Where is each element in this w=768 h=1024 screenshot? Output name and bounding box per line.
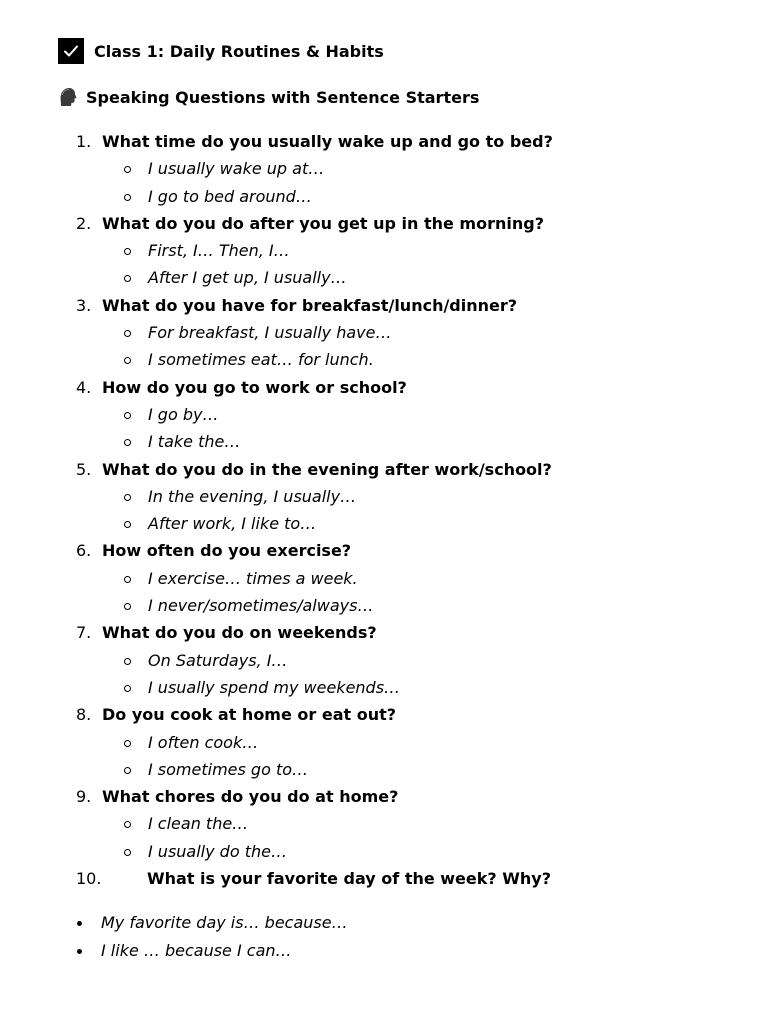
sentence-starter — [0, 647, 768, 674]
sentence-starter — [0, 565, 768, 592]
sentence-starter — [0, 756, 768, 783]
question-number: 1. — [76, 132, 92, 151]
circle-bullet-icon — [124, 658, 131, 665]
circle-bullet-icon — [124, 821, 131, 828]
sentence-starter-text: After I get up, I usually… — [148, 268, 347, 288]
question-text: Do you cook at home or eat out? — [102, 705, 397, 725]
sentence-starter — [0, 346, 768, 373]
sentence-starter — [0, 428, 768, 455]
sentence-starter — [0, 810, 768, 837]
sentence-starter-text: On Saturdays, I… — [148, 650, 288, 670]
question-text: What do you do on weekends? — [102, 623, 377, 643]
circle-bullet-icon — [124, 248, 131, 255]
sentence-starter — [0, 838, 768, 865]
question-number: 9. — [76, 787, 92, 807]
sentence-starter-text: I sometimes eat… for lunch. — [148, 350, 374, 370]
sentence-starter — [0, 319, 768, 346]
question-item — [0, 701, 768, 728]
sentence-starter-text: I go by… — [148, 404, 219, 424]
sentence-starter — [0, 510, 768, 537]
question-number: 8. — [76, 705, 92, 725]
circle-bullet-icon — [124, 521, 131, 528]
circle-bullet-icon — [124, 357, 131, 364]
sentence-starter-text: In the evening, I usually… — [148, 486, 357, 506]
final-starter-text: My favorite day is… because… — [101, 913, 348, 932]
sentence-starter-text: I exercise… times a week. — [148, 568, 358, 588]
sentence-starter-text: I usually wake up at… — [148, 159, 325, 179]
checkmark-icon — [58, 38, 84, 64]
question-text: How often do you exercise? — [102, 541, 352, 561]
question-number: 3. — [76, 295, 92, 315]
sentence-starter-text: I sometimes go to… — [148, 759, 309, 779]
sentence-starter — [0, 674, 768, 701]
question-text: What time do you usually wake up and go to bed? — [102, 132, 553, 151]
circle-bullet-icon — [124, 576, 131, 583]
bullet-icon — [77, 921, 82, 926]
question-text: What chores do you do at home? — [102, 787, 399, 807]
page-title-row — [58, 38, 384, 64]
circle-bullet-icon — [124, 603, 131, 610]
sentence-starter — [0, 592, 768, 619]
sentence-starter — [0, 729, 768, 756]
circle-bullet-icon — [124, 412, 131, 419]
sentence-starter — [0, 401, 768, 428]
sentence-starter-text: I go to bed around… — [148, 186, 312, 206]
question-number: 5. — [76, 459, 92, 479]
question-text: What is your favorite day of the week? Why? — [147, 869, 551, 889]
sentence-starter-text: I clean the… — [148, 814, 249, 834]
circle-bullet-icon — [124, 330, 131, 337]
circle-bullet-icon — [124, 849, 131, 856]
question-item — [0, 783, 768, 810]
sentence-starter-text: For breakfast, I usually have… — [148, 323, 392, 343]
question-text: What do you do in the evening after work/school? — [102, 459, 552, 479]
question-item — [0, 865, 768, 892]
section-heading: Speaking Questions with Sentence Starters — [86, 87, 480, 107]
sentence-starter — [0, 483, 768, 510]
circle-bullet-icon — [124, 439, 131, 446]
question-item — [0, 210, 768, 237]
question-number: 2. — [76, 213, 92, 233]
question-text: What do you have for breakfast/lunch/dinner? — [102, 295, 518, 315]
final-starter-text: I like … because I can… — [101, 940, 292, 960]
sentence-starter-text: After work, I like to… — [148, 514, 317, 534]
sentence-starter-text: I take the… — [148, 432, 241, 452]
circle-bullet-icon — [124, 685, 131, 692]
sentence-starter-text: I usually do the… — [148, 841, 287, 861]
circle-bullet-icon — [124, 166, 131, 173]
question-item — [0, 537, 768, 564]
sentence-starter — [0, 155, 768, 182]
question-item — [0, 456, 768, 483]
question-number: 7. — [76, 623, 92, 643]
circle-bullet-icon — [124, 194, 131, 201]
page-title: Class 1: Daily Routines & Habits — [94, 41, 384, 61]
bullet-icon — [77, 949, 82, 954]
question-number: 4. — [76, 377, 92, 397]
question-item — [0, 292, 768, 319]
question-text: What do you do after you get up in the morning? — [102, 213, 544, 233]
sentence-starter-text: I usually spend my weekends… — [148, 677, 401, 697]
sentence-starter-text: I never/sometimes/always… — [148, 596, 374, 616]
sentence-starter — [0, 237, 768, 264]
question-item — [0, 128, 768, 155]
question-number: 6. — [76, 541, 92, 561]
final-starter — [0, 937, 768, 965]
sentence-starter — [0, 264, 768, 291]
section-heading-row — [58, 86, 479, 108]
sentence-starter-text: First, I… Then, I… — [148, 241, 290, 261]
sentence-starter — [0, 183, 768, 210]
circle-bullet-icon — [124, 767, 131, 774]
final-starters-list — [0, 909, 768, 964]
question-text: How do you go to work or school? — [102, 377, 407, 397]
question-item — [0, 619, 768, 646]
circle-bullet-icon — [124, 494, 131, 501]
question-item — [0, 374, 768, 401]
questions-list — [0, 128, 768, 892]
circle-bullet-icon — [124, 740, 131, 747]
speaking-head-icon — [58, 86, 78, 108]
final-starter — [0, 909, 768, 937]
sentence-starter-text: I often cook… — [148, 732, 259, 752]
circle-bullet-icon — [124, 275, 131, 282]
question-number: 10. — [76, 869, 102, 889]
